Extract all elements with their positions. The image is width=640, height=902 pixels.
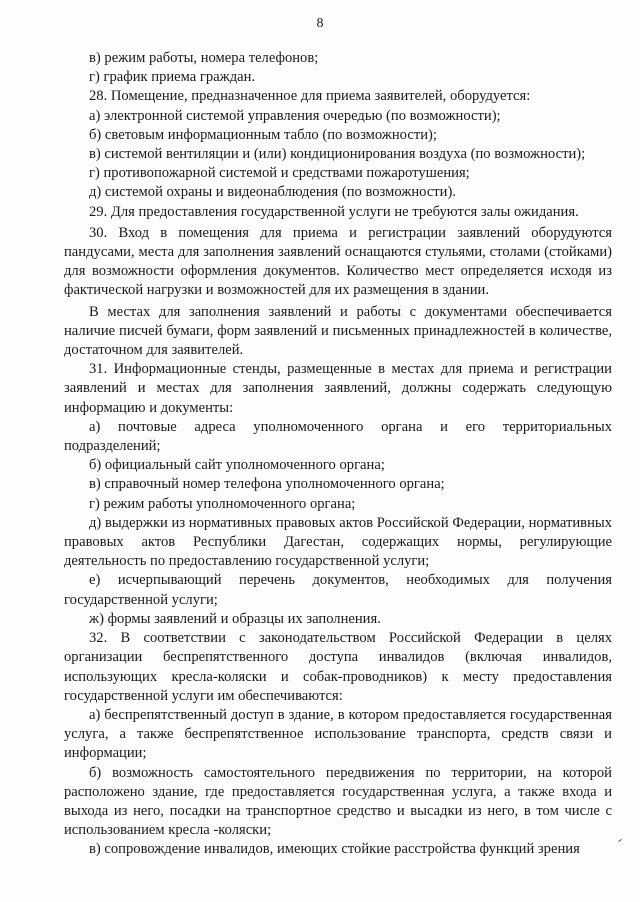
paragraph: д) выдержки из нормативных правовых актов Российской Федерации, нормативных правовых актов Республики Дагестан, содержащих нормы, регулирующие деятельность по предоставлению государственной услуги; bbox=[64, 514, 612, 570]
page-number: 8 bbox=[316, 16, 324, 31]
paragraph: 28. Помещение, предназначенное для приема заявителей, оборудуется: bbox=[89, 88, 531, 105]
paragraph: б) официальный сайт уполномоченного органа; bbox=[89, 457, 385, 474]
paragraph: в) справочный номер телефона уполномоченного органа; bbox=[89, 476, 445, 493]
paragraph: а) беспрепятственный доступ в здание, в котором предоставляется государственная услуга, а также беспрепятственное использование транспорта, средств связи и информации; bbox=[64, 706, 612, 762]
document-body bbox=[64, 49, 612, 860]
paragraph: а) электронной системой управления очередью (по возможности); bbox=[89, 107, 501, 124]
paragraph: 29. Для предоставления государственной услуги не требуются залы ожидания. bbox=[89, 203, 579, 220]
paragraph: в) режим работы, номера телефонов; bbox=[89, 50, 319, 66]
paragraph: в) сопровождение инвалидов, имеющих стойкие расстройства функций зрения bbox=[89, 841, 580, 858]
paragraph: 32. В соответствии с законодательством Российской Федерации в целях организации беспрепятственного доступа инвалидов (включая инвалидов, использующих кресла-коляски и собак-проводников) к месту предоставления государственной услуги им обеспечиваются: bbox=[64, 630, 612, 704]
paragraph: г) график приема граждан. bbox=[89, 69, 256, 86]
paragraph: б) световым информационным табло (по возможности); bbox=[89, 126, 437, 143]
paragraph: а) почтовые адреса уполномоченного органа и его территориальных подразделений; bbox=[64, 418, 612, 455]
paragraph: 31. Информационные стенды, размещенные в местах для приема и регистрации заявлений и местах для заполнения заявлений, должны содержать следующую информацию и документы: bbox=[64, 361, 612, 416]
paragraph: д) системой охраны и видеонаблюдения (по возможности). bbox=[89, 184, 457, 201]
paragraph: г) режим работы уполномоченного органа; bbox=[89, 495, 356, 512]
paragraph: б) возможность самостоятельного передвижения по территории, на которой расположено здание, где предоставляется государственная услуга, а также входа и выхода из него, посадки на транспортное средство и высадки из него, в том числе с использованием кресла -коляски; bbox=[64, 764, 612, 839]
scan-mark bbox=[618, 839, 622, 842]
paragraph: ж) формы заявлений и образцы их заполнения. bbox=[89, 610, 381, 627]
paragraph: 30. Вход в помещения для приема и регистрации заявлений оборудуются пандусами, места для заполнения заявлений оснащаются стульями, столами (стойками) для возможности оформления документов. Количество мест определяется исходя из фактической нагрузки и возможностей для их размещения в здании. bbox=[64, 224, 612, 299]
paragraph: в) системой вентиляции и (или) кондиционирования воздуха (по возможности); bbox=[89, 146, 586, 163]
paragraph: В местах для заполнения заявлений и работы с документами обеспечивается наличие писчей бумаги, форм заявлений и письменных принадлежностей в количестве, достаточном для заявителей. bbox=[64, 303, 612, 359]
paragraph: е) исчерпывающий перечень документов, необходимых для получения государственной услуги; bbox=[64, 572, 612, 608]
paragraph: г) противопожарной системой и средствами пожаротушения; bbox=[89, 165, 470, 182]
